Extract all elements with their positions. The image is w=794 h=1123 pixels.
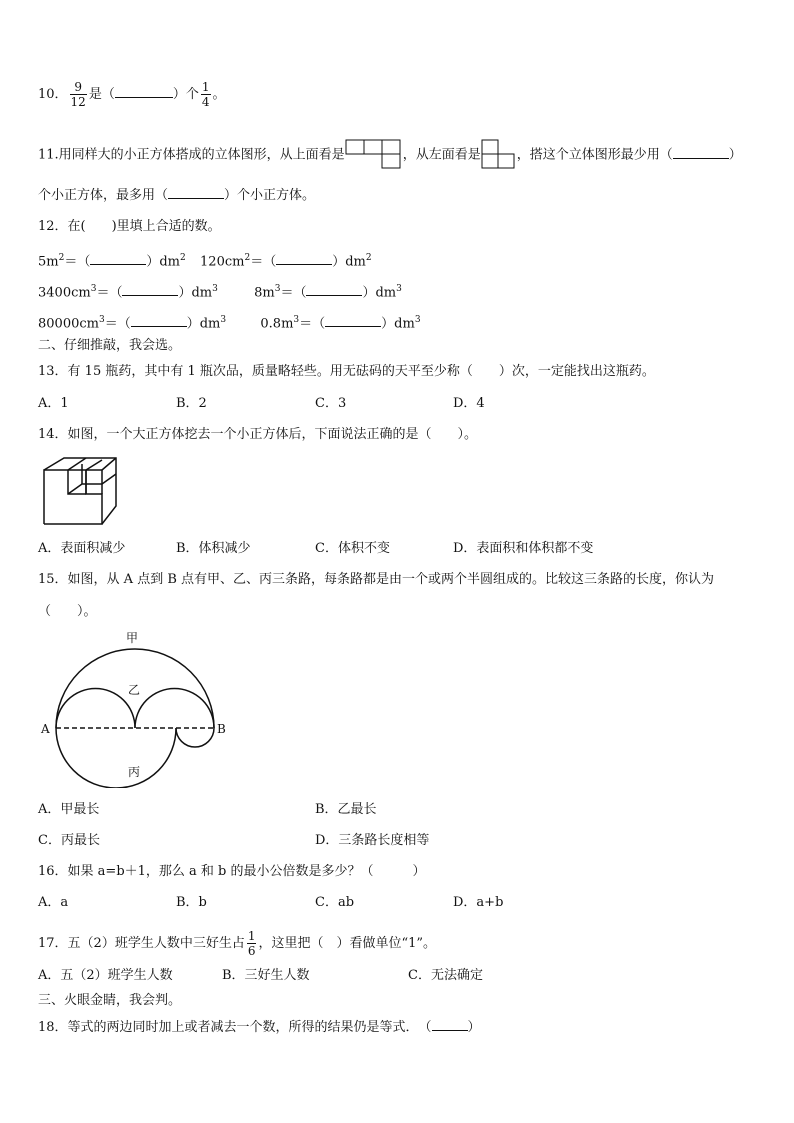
fraction-1-6: $\frac{1}{6}$	[247, 929, 256, 958]
option-b[interactable]: B．三好生人数	[222, 968, 310, 983]
left-view-figure	[481, 139, 517, 171]
option-d[interactable]: D．三条路长度相等	[315, 833, 430, 848]
question-15-line2: （ ）。	[38, 604, 97, 619]
option-b[interactable]: B．体积减少	[176, 541, 251, 556]
question-12-row2: $3400cm^3=$（ ）$dm^3$ $8m^3=$（ ）$dm^3$	[38, 284, 402, 301]
question-17-stem: 17．五（2）班学生人数中三好生占 $\frac{1}{6}$ ，这里把（ ）看做单位“1”。	[38, 929, 437, 958]
top-view-figure	[345, 139, 403, 171]
question-number: 10．	[38, 87, 68, 102]
option-d[interactable]: D．4	[453, 396, 485, 411]
answer-blank[interactable]	[432, 1018, 468, 1031]
semicircle-paths-figure	[38, 628, 238, 788]
question-11-line2: 个小正方体，最多用（ ）个小正方体。	[38, 188, 316, 203]
answer-blank[interactable]	[122, 283, 178, 296]
option-d[interactable]: D．a+b	[453, 895, 504, 910]
question-12-title: 12．在( )里填上合适的数。	[38, 219, 221, 234]
question-14-stem: 14．如图，一个大正方体挖去一个小正方体后，下面说法正确的是（ ）。	[38, 427, 478, 442]
question-12-row3: $80000cm^3=$（ ）$dm^3$ $0.8m^3=$（ ）$dm^3$	[38, 315, 421, 332]
option-a[interactable]: A．甲最长	[38, 802, 100, 817]
option-a[interactable]: A．a	[38, 895, 69, 910]
question-11-line1: 11.用同样大的小正方体搭成的立体图形，从上面看是 ，从左面看是 ，搭这个立体图形最少用（ ）	[38, 139, 742, 171]
answer-blank[interactable]	[115, 85, 173, 98]
answer-blank-max[interactable]	[168, 186, 224, 199]
question-15-line1: 15．如图，从 A 点到 B 点有甲、乙、丙三条路，每条路都是由一个或两个半圆组成的。比较这三条路的长度，你认为	[38, 572, 715, 587]
option-d[interactable]: D．表面积和体积都不变	[453, 541, 594, 556]
option-c[interactable]: C．丙最长	[38, 833, 100, 848]
label-a: A	[41, 722, 50, 736]
answer-blank[interactable]	[276, 252, 332, 265]
answer-blank[interactable]	[90, 252, 146, 265]
label-jia: 甲	[126, 631, 139, 645]
answer-blank[interactable]	[306, 283, 362, 296]
answer-blank-min[interactable]	[673, 146, 729, 159]
cube-with-notch-figure	[42, 456, 122, 528]
question-12-row1: $5m^2=$（ ）$dm^2$ $120cm^2=$（ ）$dm^2$	[38, 253, 372, 270]
option-a[interactable]: A．表面积减少	[38, 541, 126, 556]
label-bing: 丙	[128, 765, 141, 779]
section-3-heading: 三、火眼金睛，我会判。	[38, 993, 182, 1008]
label-b: B	[217, 722, 226, 736]
question-18-stem: 18．等式的两边同时加上或者减去一个数，所得的结果仍是等式． （ ）	[38, 1020, 481, 1035]
answer-blank[interactable]	[325, 314, 381, 327]
fraction-1-4: $\frac{1}{4}$	[201, 80, 210, 109]
question-13-stem: 13．有 15 瓶药，其中有 1 瓶次品，质量略轻些。用无砝码的天平至少称（ ）次，一定能找出这瓶药。	[38, 364, 655, 379]
question-16-stem: 16．如果 a=b＋1，那么 a 和 b 的最小公倍数是多少？（ ）	[38, 864, 426, 879]
option-b[interactable]: B．b	[176, 895, 207, 910]
answer-blank[interactable]	[131, 314, 187, 327]
option-c[interactable]: C．无法确定	[408, 968, 483, 983]
option-b[interactable]: B．2	[176, 396, 207, 411]
option-b[interactable]: B．乙最长	[315, 802, 377, 817]
option-c[interactable]: C．体积不变	[315, 541, 390, 556]
option-c[interactable]: C．3	[315, 396, 347, 411]
label-yi: 乙	[128, 683, 141, 697]
section-2-heading: 二、仔细推敲，我会选。	[38, 338, 182, 353]
option-c[interactable]: C．ab	[315, 895, 355, 910]
option-a[interactable]: A．1	[38, 396, 69, 411]
question-10: 10． $\frac{9}{12}$ 是（ ）个 $\frac{1}{4}$ 。	[38, 80, 226, 109]
fraction-9-12: $\frac{9}{12}$	[70, 80, 86, 109]
option-a[interactable]: A．五（2）班学生人数	[38, 968, 173, 983]
